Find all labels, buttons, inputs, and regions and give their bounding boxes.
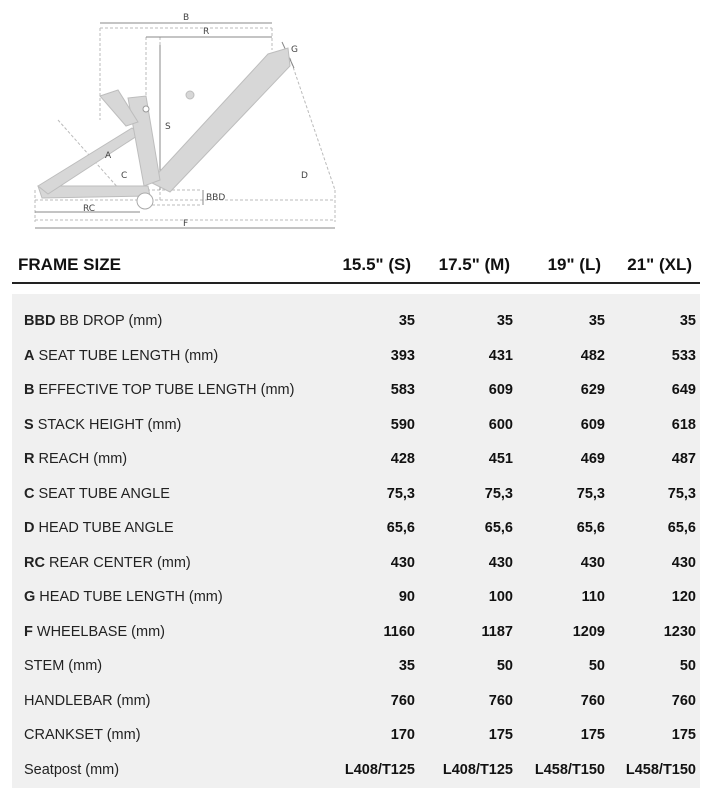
table-cell: 431 (488, 347, 513, 364)
table-cell: 65,6 (386, 520, 415, 536)
diagram-label-g: G (291, 45, 298, 55)
row-name: STACK HEIGHT (mm) (33, 416, 182, 433)
table-cell: 75,3 (386, 485, 415, 502)
table-cell: 175 (488, 727, 513, 743)
row-name: EFFECTIVE TOP TUBE LENGTH (mm) (34, 382, 295, 398)
row-label (24, 486, 170, 502)
table-cell: 393 (390, 347, 415, 364)
table-cell: 430 (488, 554, 513, 571)
table-cell: 600 (488, 416, 513, 433)
diagram-label-bbd: BBD (206, 193, 226, 203)
table-cell: 430 (580, 554, 605, 571)
table-row (12, 477, 700, 511)
table-cell: 618 (671, 416, 696, 433)
table-row (12, 546, 700, 580)
table-cell: 75,3 (576, 485, 605, 502)
table-cell: 760 (390, 692, 415, 709)
table-row (12, 684, 700, 718)
table-cell: 760 (580, 692, 605, 709)
row-code: S (24, 416, 34, 433)
row-name: SEAT TUBE ANGLE (34, 485, 170, 502)
row-name: REACH (mm) (34, 451, 128, 467)
row-label (24, 313, 162, 329)
diagram-label-s: S (165, 122, 171, 132)
row-label (24, 451, 127, 467)
table-cell: 110 (581, 589, 605, 605)
table-row (12, 580, 700, 614)
table-row (12, 753, 700, 787)
row-name: REAR CENTER (mm) (44, 554, 191, 571)
row-name: STEM (mm) (24, 658, 103, 674)
table-cell: 487 (671, 451, 696, 467)
row-label (24, 348, 218, 364)
table-cell: 170 (390, 727, 415, 743)
row-label (24, 382, 294, 398)
size-column-header: 17.5" (M) (438, 255, 510, 274)
table-row (12, 718, 700, 752)
table-cell: 35 (588, 313, 605, 329)
row-label (24, 727, 141, 743)
size-column-header: 19" (L) (547, 255, 601, 274)
table-cell: 65,6 (484, 520, 513, 536)
row-label (24, 417, 181, 433)
row-code: B (24, 382, 35, 398)
row-code: C (24, 485, 35, 502)
row-label (24, 520, 174, 536)
diagram-label-d: D (301, 171, 308, 181)
table-row (12, 373, 700, 407)
table-cell: 50 (588, 658, 605, 674)
row-name: HEAD TUBE ANGLE (34, 520, 174, 536)
row-name: WHEELBASE (mm) (32, 623, 165, 640)
table-cell: 590 (390, 416, 415, 433)
table-cell: 1230 (663, 623, 696, 640)
frame-diagram-svg (0, 0, 719, 235)
table-cell: 100 (488, 589, 513, 605)
table-cell: 609 (488, 382, 513, 398)
row-name: HEAD TUBE LENGTH (mm) (35, 589, 223, 605)
table-row (12, 649, 700, 683)
frame-size-heading: FRAME SIZE (18, 255, 121, 274)
row-code: BBD (24, 313, 56, 329)
row-name: BB DROP (mm) (55, 313, 163, 329)
table-cell: 50 (679, 658, 696, 674)
row-label (24, 589, 223, 605)
diagram-label-b: B (183, 13, 190, 23)
row-label (24, 658, 102, 674)
table-row (12, 615, 700, 649)
row-code: D (24, 520, 35, 536)
table-cell: 120 (671, 589, 696, 605)
size-column-header: 15.5" (S) (342, 255, 411, 274)
table-cell: 649 (671, 382, 696, 398)
table-cell: 35 (398, 658, 415, 674)
table-cell: L408/T125 (344, 761, 415, 778)
table-cell: L458/T150 (534, 761, 605, 778)
table-cell: L458/T150 (625, 761, 696, 778)
diagram-label-f: F (183, 219, 189, 229)
table-cell: L408/T125 (442, 761, 513, 778)
table-cell: 35 (398, 313, 415, 329)
table-cell: 629 (580, 382, 605, 398)
table-cell: 469 (580, 451, 605, 467)
table-cell: 75,3 (484, 485, 513, 502)
table-header (12, 244, 700, 284)
frame-geometry-diagram (0, 0, 719, 235)
table-cell: 428 (390, 451, 415, 467)
diagram-label-c: C (121, 171, 128, 181)
row-name: Seatpost (mm) (24, 761, 120, 778)
table-cell: 1160 (383, 623, 415, 640)
table-cell: 65,6 (576, 520, 605, 536)
table-row (12, 408, 700, 442)
table-row (12, 511, 700, 545)
row-label (24, 693, 150, 709)
row-name: CRANKSET (mm) (24, 727, 141, 743)
table-cell: 482 (580, 347, 605, 364)
table-row (12, 339, 700, 373)
row-code: F (24, 623, 33, 640)
row-code: G (24, 589, 36, 605)
row-code: A (24, 347, 35, 364)
row-code: R (24, 451, 35, 467)
table-cell: 65,6 (667, 520, 696, 536)
table-cell: 451 (488, 451, 513, 467)
table-cell: 760 (488, 692, 513, 709)
size-column-header: 21" (XL) (627, 255, 692, 274)
table-cell: 430 (671, 554, 696, 571)
table-cell: 609 (580, 416, 605, 433)
table-cell: 50 (496, 658, 513, 674)
table-cell: 35 (679, 313, 696, 329)
row-name: SEAT TUBE LENGTH (mm) (34, 347, 219, 364)
row-label (24, 555, 191, 571)
table-row (12, 304, 700, 338)
table-row (12, 442, 700, 476)
row-name: HANDLEBAR (mm) (24, 692, 151, 709)
diagram-label-a: A (105, 151, 112, 161)
table-cell: 1209 (572, 623, 605, 640)
table-cell: 533 (671, 347, 696, 364)
table-cell: 1187 (481, 623, 513, 640)
table-cell: 90 (398, 589, 415, 605)
row-label (24, 762, 119, 778)
diagram-label-r: R (203, 27, 210, 37)
table-cell: 760 (671, 692, 696, 709)
geometry-table (12, 294, 700, 788)
row-label (24, 624, 165, 640)
table-cell: 583 (390, 382, 415, 398)
table-cell: 175 (671, 727, 696, 743)
row-code: RC (24, 554, 45, 571)
diagram-label-rc: RC (83, 204, 96, 214)
table-cell: 35 (496, 313, 513, 329)
table-cell: 75,3 (667, 485, 696, 502)
table-cell: 430 (390, 554, 415, 571)
table-cell: 175 (580, 727, 605, 743)
